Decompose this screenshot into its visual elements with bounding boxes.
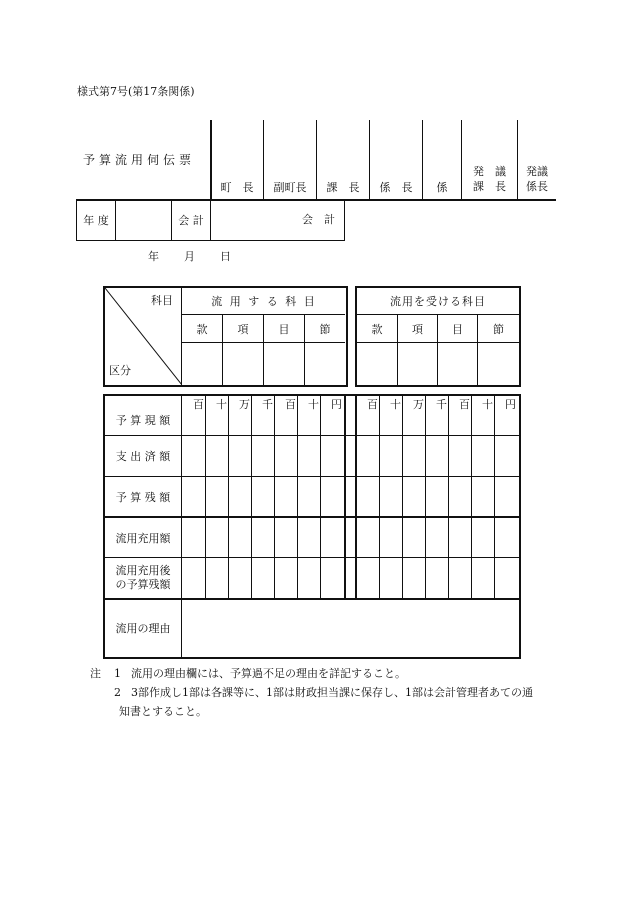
right-digit-juu-man: 十	[390, 398, 401, 411]
right-digit-en: 円	[505, 398, 516, 411]
row-spent: 支 出 済 額	[115, 450, 171, 463]
row-transfer-reason: 流用の理由	[115, 621, 171, 635]
right-digit-hyaku: 百	[459, 398, 470, 411]
note-2-num: 2	[114, 686, 121, 699]
from-col-kou: 項	[237, 322, 249, 336]
note-2-text-cont: 知書とすること。	[119, 705, 207, 718]
approval-section-chief: 課 長	[326, 181, 360, 194]
from-col-moku: 目	[278, 322, 290, 336]
to-col-kou: 項	[412, 322, 423, 336]
from-col-kan: 款	[196, 322, 208, 336]
approval-deputy-mayor: 副町長	[273, 181, 307, 194]
corner-category-label: 区分	[109, 364, 131, 377]
date-day: 日	[220, 250, 231, 263]
to-col-moku: 目	[452, 322, 463, 336]
row-budget-current: 予 算 現 額	[115, 413, 171, 427]
approval-proposer-section-chief: 発 議 課 長	[473, 165, 506, 193]
left-digit-hyaku-man: 百	[193, 398, 204, 411]
accounting-label: 会 計	[178, 214, 204, 227]
left-digit-en: 円	[331, 398, 342, 411]
date-year: 年	[148, 250, 159, 263]
approval-unit-chief: 係 長	[379, 181, 413, 194]
corner-subject-label: 科目	[151, 294, 173, 307]
left-digit-juu: 十	[308, 398, 319, 411]
row-budget-remaining: 予 算 残 額	[115, 490, 171, 504]
right-digit-man: 万	[413, 398, 424, 411]
fiscal-year-label: 年 度	[83, 214, 109, 227]
right-digit-sen: 千	[436, 398, 447, 411]
row-remaining-after-transfer: 流用充用後 の予算残額	[115, 564, 171, 591]
to-col-setsu: 節	[493, 322, 504, 336]
approval-staff: 係	[436, 181, 448, 194]
notes-prefix: 注	[90, 667, 101, 680]
row-transfer-amount: 流用充用額	[115, 531, 171, 545]
right-digit-juu: 十	[482, 398, 493, 411]
approval-proposer-unit-chief: 発議 係長	[526, 165, 548, 193]
left-digit-sen: 千	[262, 398, 273, 411]
transfer-from-header: 流 用 す る 科 目	[211, 295, 317, 308]
to-col-kan: 款	[371, 322, 383, 336]
note-1-num: 1	[114, 667, 121, 680]
date-month: 月	[184, 250, 195, 263]
right-digit-hyaku-man: 百	[367, 398, 378, 411]
form-number: 様式第7号(第17条関係)	[77, 85, 195, 98]
approval-mayor: 町 長	[220, 181, 254, 194]
left-digit-juu-man: 十	[216, 398, 227, 411]
from-col-setsu: 節	[319, 322, 331, 336]
accounting-label-2: 会 計	[302, 213, 335, 226]
transfer-to-header: 流用を受ける科目	[390, 295, 486, 308]
form-title: 予算流用伺伝票	[83, 153, 196, 167]
left-digit-hyaku: 百	[285, 398, 296, 411]
note-2-text: 3部作成し1部は各課等に、1部は財政担当課に保存し、1部は会計管理者あての通	[131, 686, 533, 699]
note-1-text: 流用の理由欄には、予算過不足の理由を詳記すること。	[131, 667, 406, 680]
left-digit-man: 万	[239, 398, 250, 411]
